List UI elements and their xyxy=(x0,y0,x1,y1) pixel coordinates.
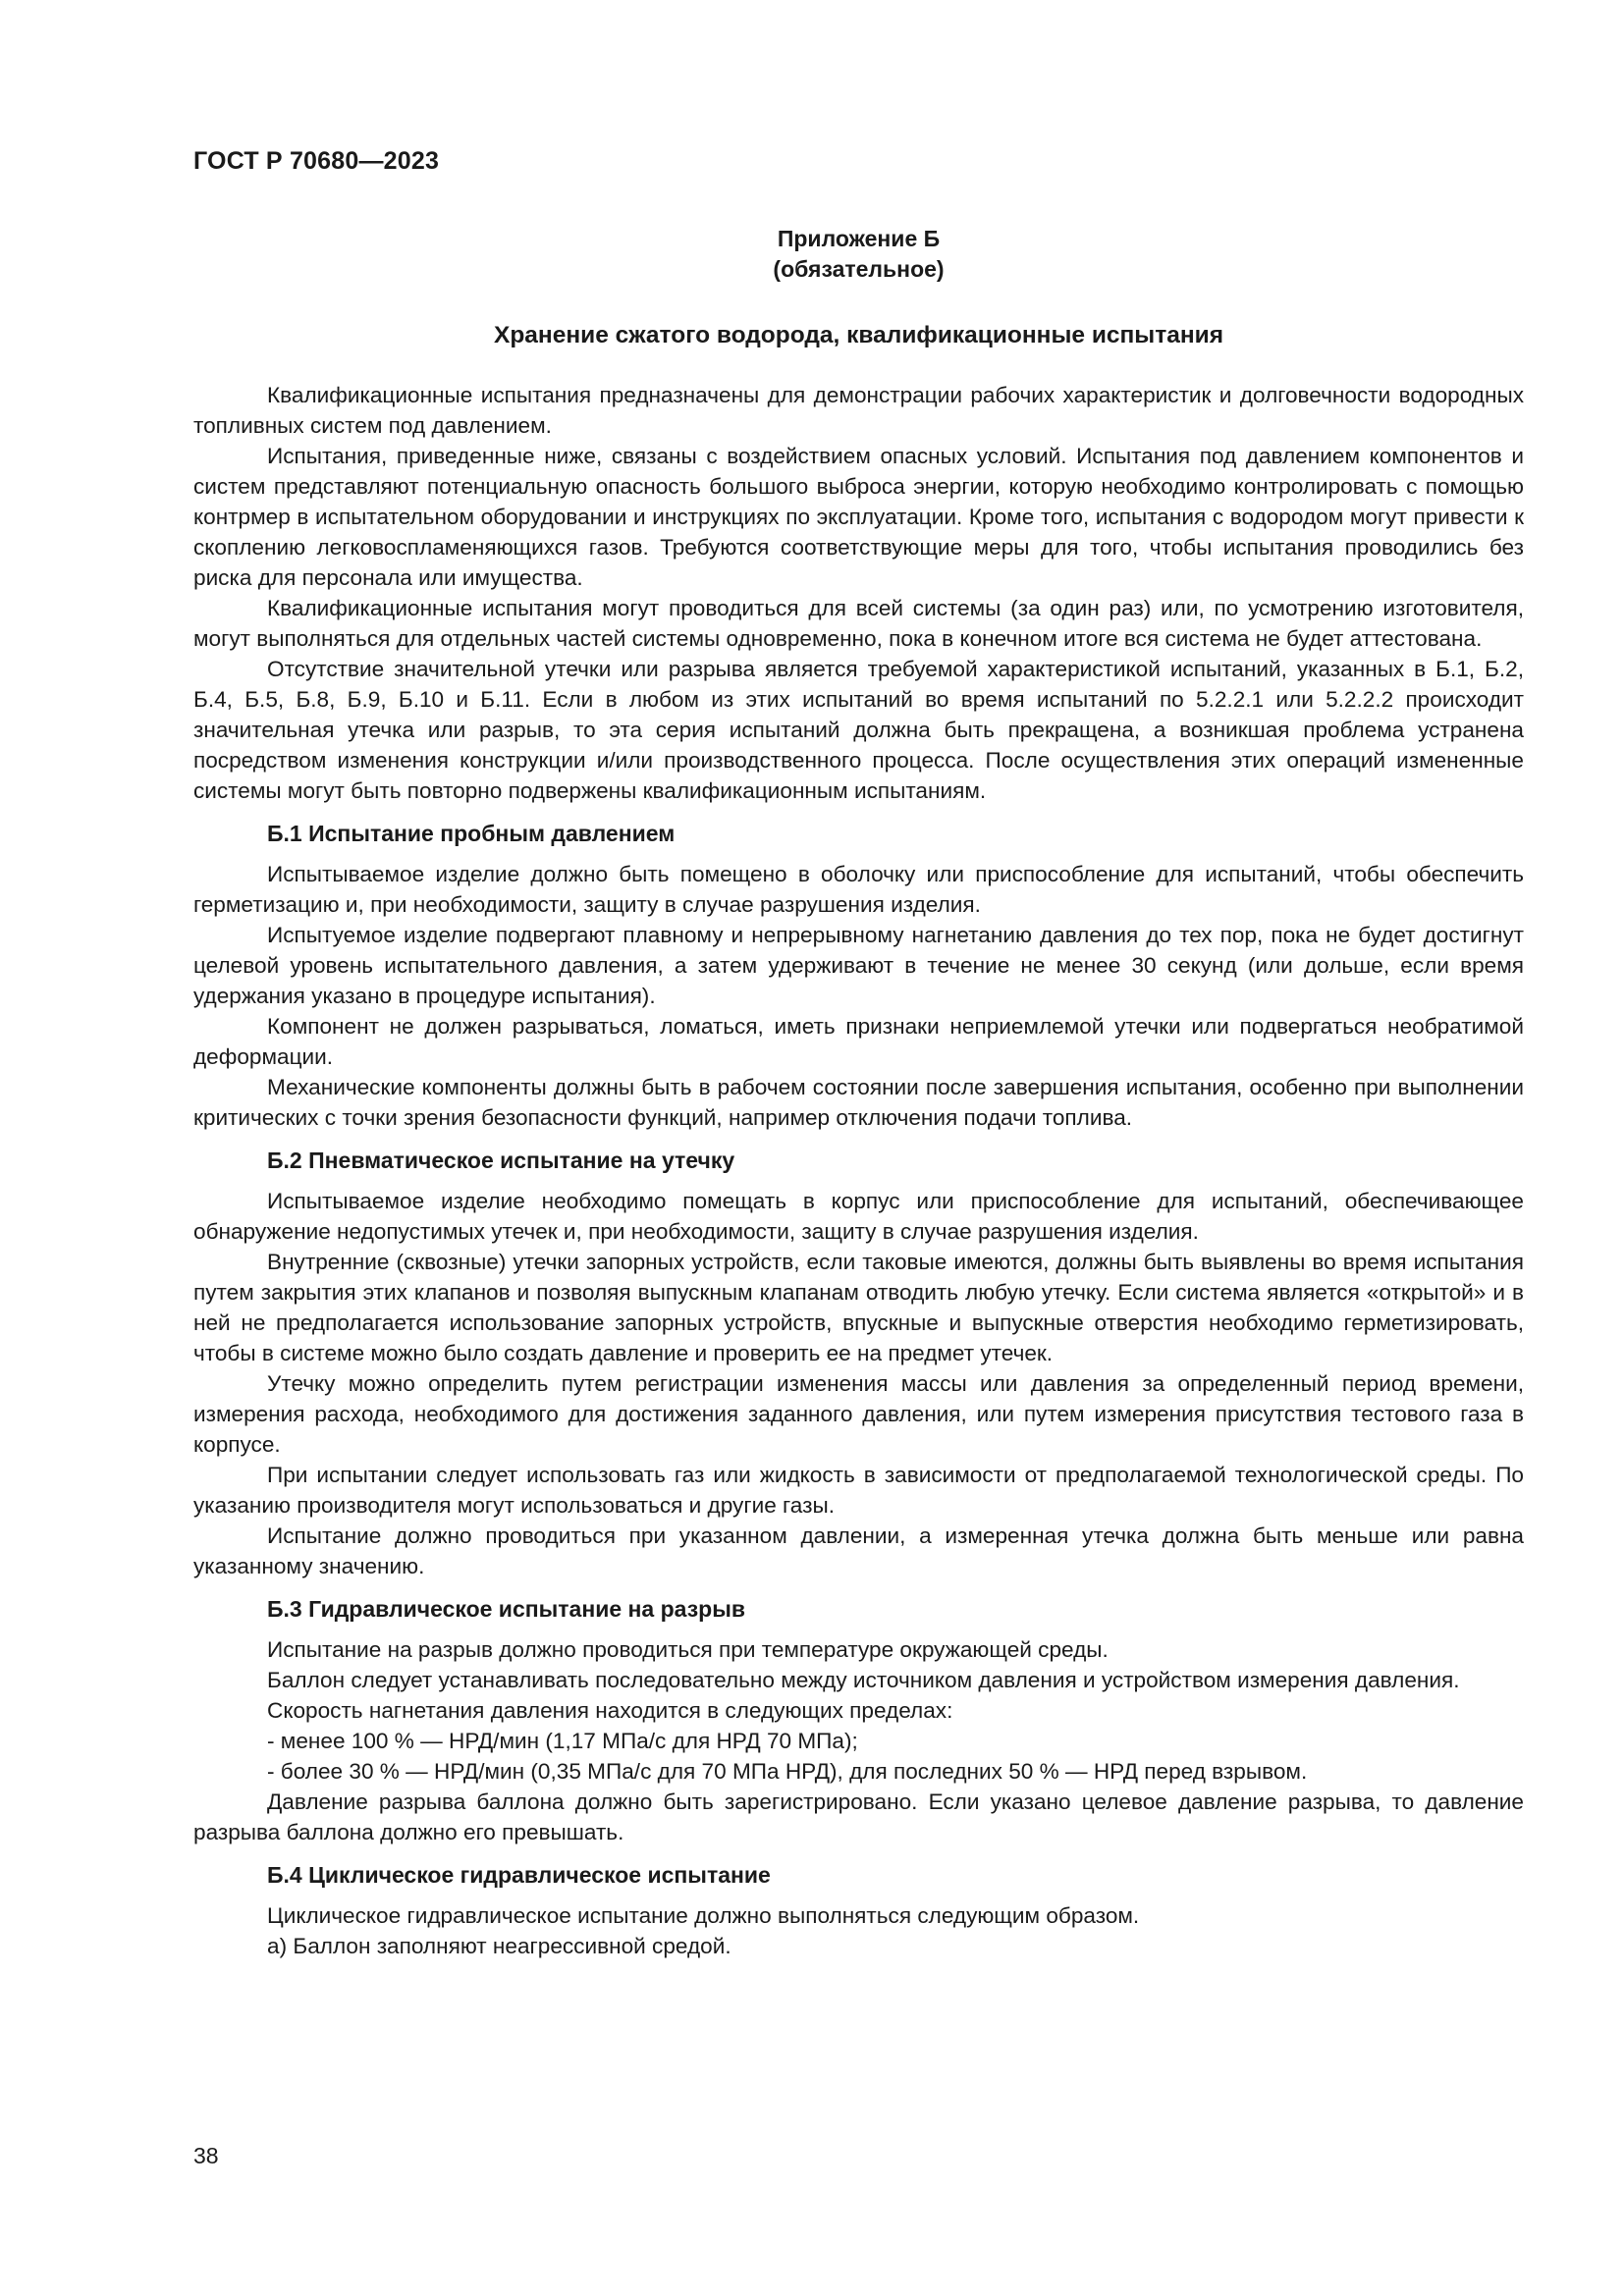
b1-paragraph: Компонент не должен разрываться, ломаться, иметь признаки неприемлемой утечки или подвергаться необратимой деформации. xyxy=(193,1014,1524,1069)
section-title-b3: Б.3 Гидравлическое испытание на разрыв xyxy=(267,1596,745,1622)
intro-paragraph: Квалификационные испытания предназначены для демонстрации рабочих характеристик и долговечности водородных топливных систем под давлением. xyxy=(193,383,1524,438)
b1-paragraph: Испытуемое изделие подвергают плавному и непрерывному нагнетанию давления до тех пор, пока не будет достигнут целевой уровень испытательного давления, а затем удерживают в течение не менее 30 секунд (или дольше, если время удержания указано в процедуре испытания). xyxy=(193,923,1524,1008)
b2-paragraph: Испытываемое изделие необходимо помещать в корпус или приспособление для испытаний, обеспечивающее обнаружение недопустимых утечек и, при необходимости, защиту в случае разрушения изделия. xyxy=(193,1189,1524,1244)
b1-paragraph: Механические компоненты должны быть в рабочем состоянии после завершения испытания, особенно при выполнении критических с точки зрения безопасности функций, например отключения подачи топлива. xyxy=(193,1075,1524,1130)
b1-paragraph: Испытываемое изделие должно быть помещено в оболочку или приспособление для испытаний, чтобы обеспечить герметизацию и, при необходимости, защиту в случае разрушения изделия. xyxy=(193,862,1524,917)
page-number: 38 xyxy=(193,2143,219,2168)
section-title-b2: Б.2 Пневматическое испытание на утечку xyxy=(267,1148,735,1173)
b2-paragraph: Утечку можно определить путем регистрации изменения массы или давления за определенный период времени, измерения расхода, необходимого для достижения заданного давления, или путем измерения присутствия тестового газа в корпусе. xyxy=(193,1371,1524,1457)
intro-paragraph: Отсутствие значительной утечки или разрыва является требуемой характеристикой испытаний, указанных в Б.1, Б.2, Б.4, Б.5, Б.8, Б.9, Б.10 и Б.11. Если в любом из этих испытаний во время испытаний по 5.2.2.1 или 5.2.2.2 происходит значительная утечка или разрыв, то эта серия испытаний должна быть прекращена, а возникшая проблема устранена посредством изменения конструкции и/или производственного процесса. После осуществления этих операций измененные системы могут быть повторно подвержены квалификационным испытаниям. xyxy=(193,657,1524,803)
intro-paragraph: Квалификационные испытания могут проводиться для всей системы (за один раз) или, по усмотрению изготовителя, могут выполняться для отдельных частей системы одновременно, пока в конечном итоге вся система не будет аттестована. xyxy=(193,596,1524,651)
appendix-status: (обязательное) xyxy=(773,256,945,282)
b3-list-item: - более 30 % — НРД/мин (0,35 МПа/с для 70 МПа НРД), для последних 50 % — НРД перед взрывом. xyxy=(267,1759,1308,1784)
document-id: ГОСТ Р 70680—2023 xyxy=(193,147,440,175)
section-title-b1: Б.1 Испытание пробным давлением xyxy=(267,821,676,846)
appendix-title: Приложение Б xyxy=(777,226,941,251)
b2-paragraph: Внутренние (сквозные) утечки запорных устройств, если таковые имеются, должны быть выявлены во время испытания путем закрытия этих клапанов и позволяя выпускным клапанам отводить любую утечку. Если система является «открытой» и в ней не предполагается использование запорных устройств, впускные и выпускные отверстия необходимо герметизировать, чтобы в системе можно было создать давление и проверить ее на предмет утечек. xyxy=(193,1250,1524,1365)
b3-paragraph: Давление разрыва баллона должно быть зарегистрировано. Если указано целевое давление разрыва, то давление разрыва баллона должно его превышать. xyxy=(193,1789,1524,1844)
b2-paragraph: При испытании следует использовать газ или жидкость в зависимости от предполагаемой технологической среды. По указанию производителя могут использоваться и другие газы. xyxy=(193,1463,1524,1518)
b3-paragraph: Испытание на разрыв должно проводиться при температуре окружающей среды. xyxy=(267,1637,1109,1662)
intro-paragraph: Испытания, приведенные ниже, связаны с воздействием опасных условий. Испытания под давлением компонентов и систем представляют потенциальную опасность большого выброса энергии, которую необходимо контролировать с помощью контрмер в испытательном оборудовании и инструкциях по эксплуатации. Кроме того, испытания с водородом могут привести к скоплению легковоспламеняющихся газов. Требуются соответствующие меры для того, чтобы испытания проводились без риска для персонала или имущества. xyxy=(193,444,1524,590)
document-body xyxy=(193,224,1524,1961)
appendix-heading: Хранение сжатого водорода, квалификационные испытания xyxy=(493,322,1224,348)
b4-paragraph: Циклическое гидравлическое испытание должно выполняться следующим образом. xyxy=(267,1903,1140,1928)
b3-list-item: - менее 100 % — НРД/мин (1,17 МПа/с для НРД 70 МПа); xyxy=(267,1729,858,1753)
b3-paragraph: Баллон следует устанавливать последовательно между источником давления и устройством измерения давления. xyxy=(267,1668,1460,1692)
section-title-b4: Б.4 Циклическое гидравлическое испытание xyxy=(267,1862,771,1888)
b3-paragraph: Скорость нагнетания давления находится в следующих пределах: xyxy=(267,1698,953,1723)
b4-list-item: а) Баллон заполняют неагрессивной средой. xyxy=(267,1934,731,1958)
b2-paragraph: Испытание должно проводиться при указанном давлении, а измеренная утечка должна быть меньше или равна указанному значению. xyxy=(193,1523,1524,1578)
